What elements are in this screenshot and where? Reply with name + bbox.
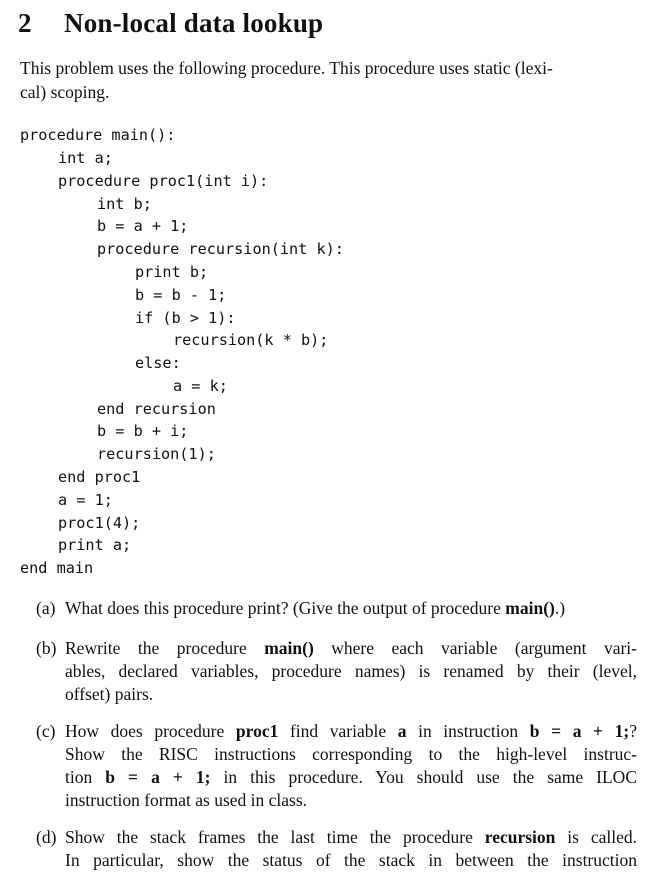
code-line: end proc1 bbox=[58, 468, 141, 486]
code-line: if (b > 1): bbox=[135, 309, 236, 327]
code-line: else: bbox=[135, 354, 181, 372]
question-line bbox=[65, 766, 637, 789]
code-line: b = a + 1; bbox=[97, 217, 189, 235]
section-title: Non-local data lookup bbox=[64, 8, 324, 38]
intro-line-1: This problem uses the following procedure. This procedure uses static (lexi- bbox=[20, 58, 553, 78]
code-line: end main bbox=[20, 559, 94, 577]
bold-term: main() bbox=[505, 598, 555, 618]
code-line: a = k; bbox=[173, 377, 228, 395]
code-line: print b; bbox=[135, 263, 209, 281]
question-text bbox=[65, 826, 637, 872]
text-run: in instruction bbox=[406, 721, 530, 741]
question-line bbox=[65, 637, 637, 660]
question-line bbox=[65, 826, 637, 849]
code-line: proc1(4); bbox=[58, 514, 141, 532]
question-text bbox=[65, 597, 637, 620]
text-run: Show the stack frames the last time the procedure bbox=[65, 827, 485, 847]
code-line: b = b + i; bbox=[97, 422, 189, 440]
section-number: 2 bbox=[18, 8, 32, 38]
text-run: in this procedure. You should use the same ILOC bbox=[210, 767, 637, 787]
bold-term: proc1 bbox=[235, 721, 279, 741]
code-line: int b; bbox=[97, 195, 152, 213]
text-run: What does this procedure print? (Give the output of procedure bbox=[65, 598, 506, 618]
code-line: recursion(k * b); bbox=[173, 331, 329, 349]
text-run: find variable bbox=[278, 721, 398, 741]
question-line bbox=[65, 720, 637, 743]
question-line bbox=[65, 597, 637, 620]
question-label: (c) bbox=[36, 721, 56, 741]
bold-term: a bbox=[397, 721, 407, 741]
bold-term: recursion bbox=[484, 827, 556, 847]
bold-term: b = a + 1; bbox=[529, 721, 630, 741]
code-line: a = 1; bbox=[58, 491, 113, 509]
code-line: procedure recursion(int k): bbox=[97, 240, 344, 258]
question-label: (a) bbox=[36, 598, 56, 618]
question-text bbox=[65, 720, 637, 812]
question-line: offset) pairs. bbox=[65, 684, 154, 704]
bold-term: main() bbox=[264, 638, 314, 658]
intro-line-2: cal) scoping. bbox=[20, 82, 110, 102]
text-run: is called. bbox=[555, 827, 637, 847]
intro-paragraph bbox=[20, 56, 640, 104]
code-line: recursion(1); bbox=[97, 445, 216, 463]
text-run: How does procedure bbox=[65, 721, 236, 741]
question-label: (b) bbox=[36, 638, 57, 658]
code-line: print a; bbox=[58, 536, 132, 554]
section-heading bbox=[18, 8, 323, 39]
text-run: tion bbox=[65, 767, 106, 787]
code-line: int a; bbox=[58, 149, 113, 167]
question-line: Show the RISC instructions corresponding to the high-level instruc- bbox=[65, 744, 637, 764]
text-run: .) bbox=[554, 598, 566, 618]
question-text bbox=[65, 637, 637, 706]
code-line: procedure main(): bbox=[20, 126, 176, 144]
code-line: end recursion bbox=[97, 400, 216, 418]
code-line: b = b - 1; bbox=[135, 286, 227, 304]
question-line: ables, declared variables, procedure names) is renamed by their (level, bbox=[65, 661, 637, 681]
question-label: (d) bbox=[36, 827, 57, 847]
text-run: Rewrite the procedure bbox=[65, 638, 265, 658]
text-run: where each variable (argument vari- bbox=[313, 638, 637, 658]
question-line: instruction format as used in class. bbox=[65, 790, 308, 810]
text-run: ? bbox=[629, 721, 637, 741]
bold-term: b = a + 1; bbox=[105, 767, 211, 787]
question-line: In particular, show the status of the stack in between the instruction bbox=[65, 850, 637, 870]
code-line: procedure proc1(int i): bbox=[58, 172, 269, 190]
